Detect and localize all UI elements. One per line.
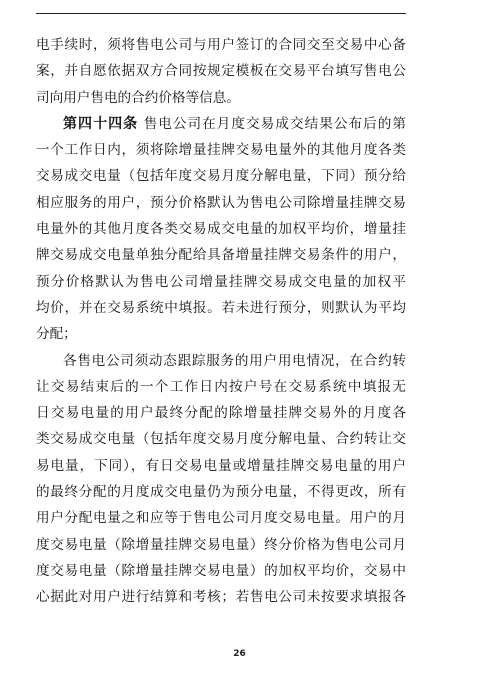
text-run: 售电公司在月度交易成交结果公布后的第 xyxy=(143,115,407,132)
text-line: 各售电公司须动态跟踪服务的用户用电情况，在合约转 xyxy=(63,352,406,369)
text-line: 分配； xyxy=(36,326,77,343)
text-line: 让交易结束后的一个工作日内按户号在交易系统中填报无 xyxy=(36,378,406,395)
text-line xyxy=(36,111,406,137)
text-line: 的最终分配的月度成交电量仍为预分电量，不得更改，所有 xyxy=(36,484,406,501)
text-line: 相应服务的用户，预分价格默认为售电公司除增量挂牌交易 xyxy=(36,194,406,211)
text-line: 均价，并在交易系统中填报。若未进行预分，则默认为平均 xyxy=(36,299,406,316)
article-number: 第四十四条 xyxy=(63,115,139,132)
text-line: 用户分配电量之和应等于售电公司月度交易电量。用户的月 xyxy=(36,510,406,527)
text-line: 案，并自愿依据双方合同按规定模板在交易平台填写售电公 xyxy=(36,63,406,80)
paragraph-a xyxy=(36,32,406,111)
text-line: 一个工作日内，须将除增量挂牌交易电量外的其他月度各类 xyxy=(36,142,406,159)
text-line: 易电量，下同），有日交易电量或增量挂牌交易电量的用户 xyxy=(36,457,406,474)
text-line: 电量外的其他月度各类交易成交电量的加权平均价，增量挂 xyxy=(36,221,406,238)
paragraph-article-44 xyxy=(36,111,406,348)
text-line: 心据此对用户进行结算和考核；若售电公司未按要求填报各 xyxy=(36,589,406,606)
text-line: 类交易成交电量（包括年度交易月度分解电量、合约转让交 xyxy=(36,431,406,448)
document-body xyxy=(36,32,406,611)
text-line: 交易成交电量（包括年度交易月度分解电量，下同）预分给 xyxy=(36,168,406,185)
text-line: 度交易电量（除增量挂牌交易电量）终分价格为售电公司月 xyxy=(36,536,406,553)
text-line: 牌交易成交电量单独分配给具备增量挂牌交易条件的用户， xyxy=(36,247,406,264)
text-line: 预分价格默认为售电公司增量挂牌交易成交电量的加权平 xyxy=(36,273,406,290)
header-rule xyxy=(36,13,406,14)
text-line: 电手续时，须将售电公司与用户签订的合同交至交易中心备 xyxy=(36,37,406,53)
text-line: 度交易电量（除增量挂牌交易电量）的加权平均价，交易中 xyxy=(36,562,406,579)
page-number: 26 xyxy=(233,649,246,659)
text-line: 司向用户售电的合约价格等信息。 xyxy=(36,89,240,106)
paragraph-c xyxy=(36,348,406,611)
text-line: 日交易电量的用户最终分配的除增量挂牌交易外的月度各 xyxy=(36,405,406,422)
